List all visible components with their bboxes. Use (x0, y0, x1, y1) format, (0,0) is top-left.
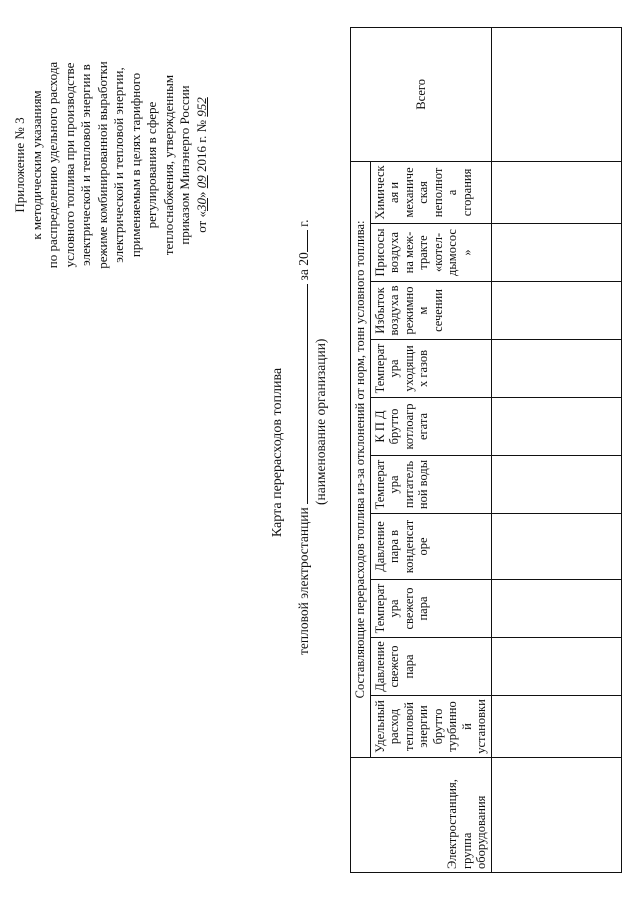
appendix-line: условного топлива при производстве (61, 62, 77, 268)
handwritten-number: 952 (193, 97, 209, 117)
table-cell (491, 696, 621, 758)
appendix-note (12, 15, 210, 315)
appendix-line: регулирования в сфере (144, 101, 159, 229)
table-cell (491, 580, 621, 638)
org-label: тепловой электростанции (296, 507, 311, 655)
period-suffix: г. (296, 219, 311, 227)
appendix-line: применяемым в целях тарифного (127, 72, 143, 258)
appendix-line: электрической и тепловой энергии в (78, 64, 93, 266)
appendix-line: к методическим указаниям (28, 90, 44, 240)
table-cell (491, 398, 621, 456)
appendix-line: Приложение № 3 (12, 117, 27, 213)
org-hint: (наименование организации) (313, 338, 328, 505)
appendix-line: режиме комбинированной выработки (94, 61, 110, 269)
table-cell (491, 514, 621, 580)
table-cell (491, 224, 621, 282)
year-blank (295, 230, 308, 252)
appendix-line: приказом Минэнерго России (177, 85, 192, 245)
column-header: К П Д брутто котлоагрегата (370, 398, 491, 456)
column-header: Температура питательной воды (370, 456, 491, 514)
total-header: Всего (351, 27, 492, 161)
column-header: Температура уходящих газов (370, 340, 491, 398)
column-header: Избыток воздуха в режимном сечении (370, 282, 491, 340)
fuel-overuse-table (350, 27, 622, 873)
column-header: Присосы воздуха на межтракте «котел-дымосос» (370, 224, 491, 282)
appendix-line: по распределению удельного расхода (45, 61, 60, 269)
handwritten-month: 09 (193, 175, 209, 189)
column-header: Температура свежего пара (370, 580, 491, 638)
table-cell (491, 638, 621, 696)
table-cell (491, 456, 621, 514)
order-date: от «30» 09 2016 г. № 952 (193, 97, 209, 233)
column-header: Давление пара в конденсаторе (370, 514, 491, 580)
column-header: Давление свежего пара (370, 638, 491, 696)
components-header: Составляющие перерасходов топлива из-за отклонений от норм, тонн условного топлива: (351, 161, 371, 757)
table-cell (491, 27, 621, 161)
column-header: Удельный расход тепловой энергии брутто турбинной установки (370, 696, 491, 758)
appendix-line: электрической и тепловой энергии, (111, 67, 126, 263)
form-title: Карта перерасходов топлива (270, 367, 285, 538)
organization-line (295, 220, 312, 655)
appendix-line: теплоснабжения, утвержденным (160, 74, 176, 256)
table-cell (491, 161, 621, 223)
table-cell (491, 282, 621, 340)
table-cell (491, 758, 621, 873)
org-name-blank (295, 284, 308, 504)
column-header: Химическая и механическая неполнота сгорания (370, 161, 491, 223)
table-cell (491, 340, 621, 398)
station-header: Электростанция, группа оборудования (351, 758, 492, 873)
period-prefix: за 20 (296, 252, 311, 281)
table-row (491, 27, 621, 872)
handwritten-day: 30 (193, 198, 209, 212)
